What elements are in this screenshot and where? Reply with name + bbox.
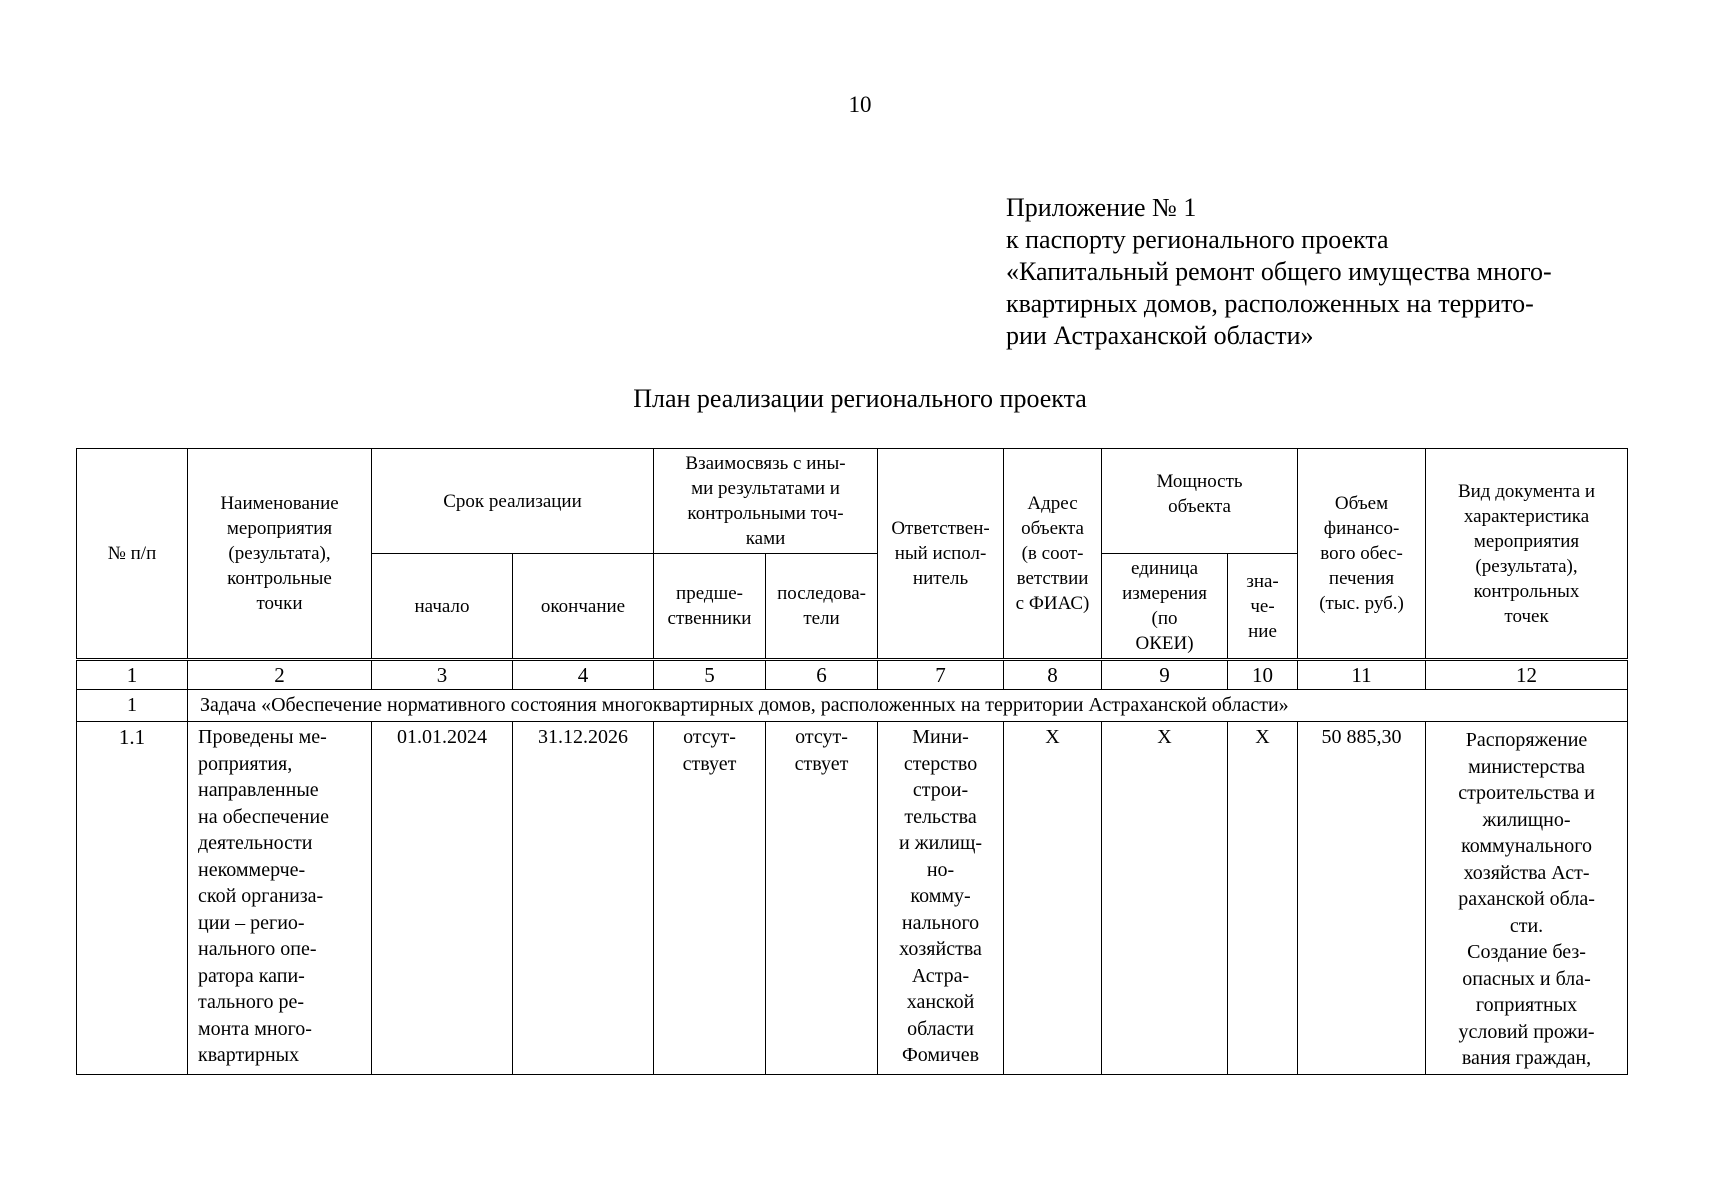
column-number: 7	[878, 660, 1004, 690]
table-row	[77, 722, 1628, 1075]
document-title: План реализации регионального проекта	[633, 384, 1087, 413]
task-title: Задача «Обеспечение нормативного состояния многоквартирных домов, расположенных на территории Астраханской области»	[188, 690, 1628, 722]
row-unit: Х	[1102, 722, 1228, 1075]
page-number: 10	[848, 92, 872, 117]
column-number: 9	[1102, 660, 1228, 690]
row-name: Проведены ме- роприятия, направленные на обеспечение деятельности некоммерче- ской организа- ции – регио- нального опе- ратора капи- тального ре- монта много- квартирных	[188, 722, 372, 1075]
appendix-line: Приложение № 1	[1006, 193, 1197, 222]
column-number: 12	[1426, 660, 1628, 690]
header-responsible: Ответствен- ный испол- нитель	[878, 449, 1004, 660]
header-end: окончание	[513, 554, 654, 660]
header-num: № п/п	[77, 449, 188, 660]
row-value: Х	[1228, 722, 1298, 1075]
header-successors: последова- тели	[766, 554, 878, 660]
plan-table	[76, 448, 1628, 1075]
row-predecessors: отсут- ствует	[654, 722, 766, 1075]
column-number: 8	[1004, 660, 1102, 690]
column-number: 4	[513, 660, 654, 690]
header-funding: Объем финансо- вого обес- печения (тыс. руб.)	[1298, 449, 1426, 660]
header-start: начало	[372, 554, 513, 660]
header-doc: Вид документа и характеристика мероприятия (результата), контрольных точек	[1426, 449, 1628, 660]
column-number: 10	[1228, 660, 1298, 690]
row-responsible: Мини- стерство строи- тельства и жилищ- но- комму- нального хозяйства Астра- ханской области Фомичев	[878, 722, 1004, 1075]
header-name: Наименование мероприятия (результата), контрольные точки	[188, 449, 372, 660]
column-number: 6	[766, 660, 878, 690]
row-end: 31.12.2026	[513, 722, 654, 1075]
column-number: 3	[372, 660, 513, 690]
appendix-caption	[1006, 192, 1646, 352]
header-unit: единица измерения (по ОКЕИ)	[1102, 554, 1228, 660]
row-successors: отсут- ствует	[766, 722, 878, 1075]
row-number: 1.1	[77, 722, 188, 1075]
header-capacity: Мощность объекта	[1102, 449, 1298, 554]
header-value: зна- че- ние	[1228, 554, 1298, 660]
header-period: Срок реализации	[372, 449, 654, 554]
header-predecessors: предше- ственники	[654, 554, 766, 660]
row-address: Х	[1004, 722, 1102, 1075]
row-start: 01.01.2024	[372, 722, 513, 1075]
row-doc: Распоряжение министерства строительства и жилищно- коммунального хозяйства Аст- раханской обла- сти. Создание без- опасных и бла- гоприятных условий прожи- вания граждан,	[1426, 722, 1628, 1075]
appendix-line: рии Астраханской области»	[1006, 321, 1314, 350]
column-number: 11	[1298, 660, 1426, 690]
appendix-line: квартирных домов, расположенных на террито-	[1006, 289, 1534, 318]
header-relation: Взаимосвязь с ины- ми результатами и контрольными точ- ками	[654, 449, 878, 554]
row-funding: 50 885,30	[1298, 722, 1426, 1075]
appendix-line: «Капитальный ремонт общего имущества много-	[1006, 257, 1552, 286]
column-number: 5	[654, 660, 766, 690]
task-number: 1	[77, 690, 188, 722]
appendix-line: к паспорту регионального проекта	[1006, 225, 1389, 254]
column-number: 1	[77, 660, 188, 690]
column-number: 2	[188, 660, 372, 690]
header-address: Адрес объекта (в соот- ветствии с ФИАС)	[1004, 449, 1102, 660]
